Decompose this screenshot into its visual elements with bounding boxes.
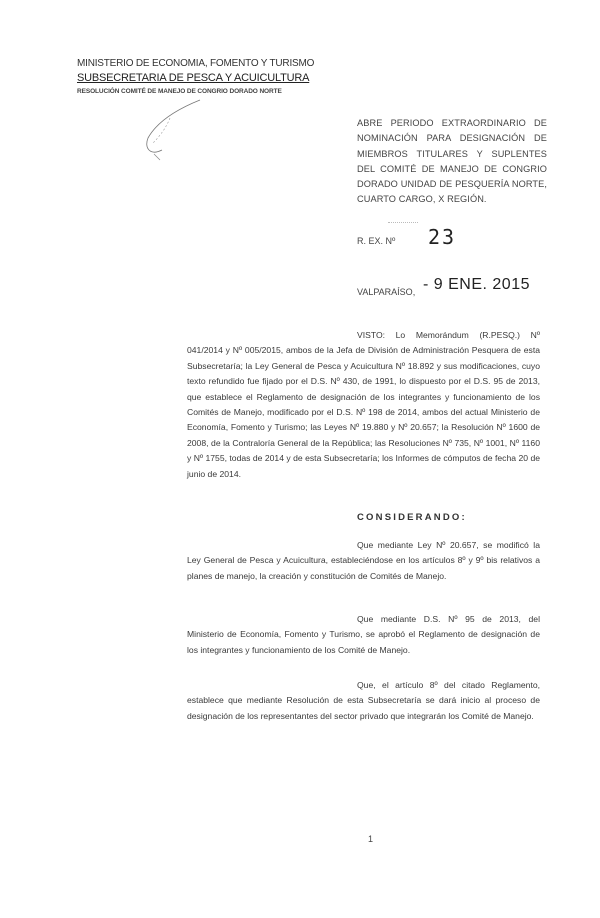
considerando-paragraph-1 bbox=[187, 538, 540, 584]
page-number: 1 bbox=[368, 834, 374, 844]
considerando-paragraph-2 bbox=[187, 612, 540, 658]
faint-mark bbox=[388, 222, 418, 224]
ministry-name: MINISTERIO DE ECONOMIA, FOMENTO Y TURISMO bbox=[77, 58, 315, 69]
resolution-subject: ABRE PERIODO EXTRAORDINARIO DE NOMINACIÓN PARA DESIGNACIÓN DE MIEMBROS TITULARES Y SUPLENTES DEL COMITÉ DE MANEJO DE CONGRIO DORADO UNIDAD DE PESQUERÍA NORTE, CUARTO CARGO, X REGIÓN. bbox=[357, 118, 547, 205]
date-stamp: - 9 ENE. 2015 bbox=[423, 276, 530, 293]
place: VALPARAÍSO, bbox=[357, 287, 416, 297]
considerando-heading: CONSIDERANDO: bbox=[357, 512, 467, 523]
paragraph-text: Que mediante Ley Nº 20.657, se modificó la Ley General de Pesca y Acuicultura, estableciéndose en los artículos 8º y 9º bis relativos a planes de manejo, la creación y constitución de Comités de Manejo. bbox=[187, 540, 540, 581]
subsecretaria-name: SUBSECRETARIA DE PESCA Y ACUICULTURA bbox=[77, 72, 310, 84]
visto-paragraph bbox=[187, 328, 540, 482]
resolution-number-label: R. EX. Nº bbox=[357, 236, 396, 246]
paragraph-text: Que mediante D.S. Nº 95 de 2013, del Ministerio de Economía, Fomento y Turismo, se aprobó el Reglamento de designación de los integrantes y funcionamiento de los Comité de Manejo. bbox=[187, 614, 540, 655]
resolution-number: 23 bbox=[428, 225, 457, 249]
resolution-reference: RESOLUCIÓN COMITÉ DE MANEJO DE CONGRIO DORADO NORTE bbox=[77, 88, 282, 95]
considerando-paragraph-3 bbox=[187, 678, 540, 724]
paragraph-text: Que, el artículo 8º del citado Reglamento, establece que mediante Resolución de esta Subsecretaría se dará inicio al proceso de designación de los representantes del sector privado que integrarán los Comité de Manejo. bbox=[187, 680, 540, 721]
handwritten-mark bbox=[140, 98, 220, 168]
visto-text: VISTO: Lo Memorándum (R.PESQ.) Nº 041/2014 y Nº 005/2015, ambos de la Jefa de División de Administración Pesquera de esta Subsecretaría; la Ley General de Pesca y Acuicultura Nº 18.892 y sus modificaciones, cuyo texto refundido fue fijado por el D.S. Nº 430, de 1991, lo dispuesto por el D.S. 95 de 2013, que establece el Reglamento de designación de los integrantes y funcionamiento de los Comités de Manejo, modificado por el D.S. Nº 198 de 2014, ambos del actual Ministerio de Economía, Fomento y Turismo; las Leyes Nº 19.880 y Nº 20.657; la Resolución Nº 1600 de 2008, de la Contraloría General de la República; las Resoluciones Nº 735, Nº 1001, Nº 1160 y Nº 1755, todas de 2014 y de esta Subsecretaría; los Informes de cómputos de fecha 20 de junio de 2014. bbox=[187, 330, 540, 479]
